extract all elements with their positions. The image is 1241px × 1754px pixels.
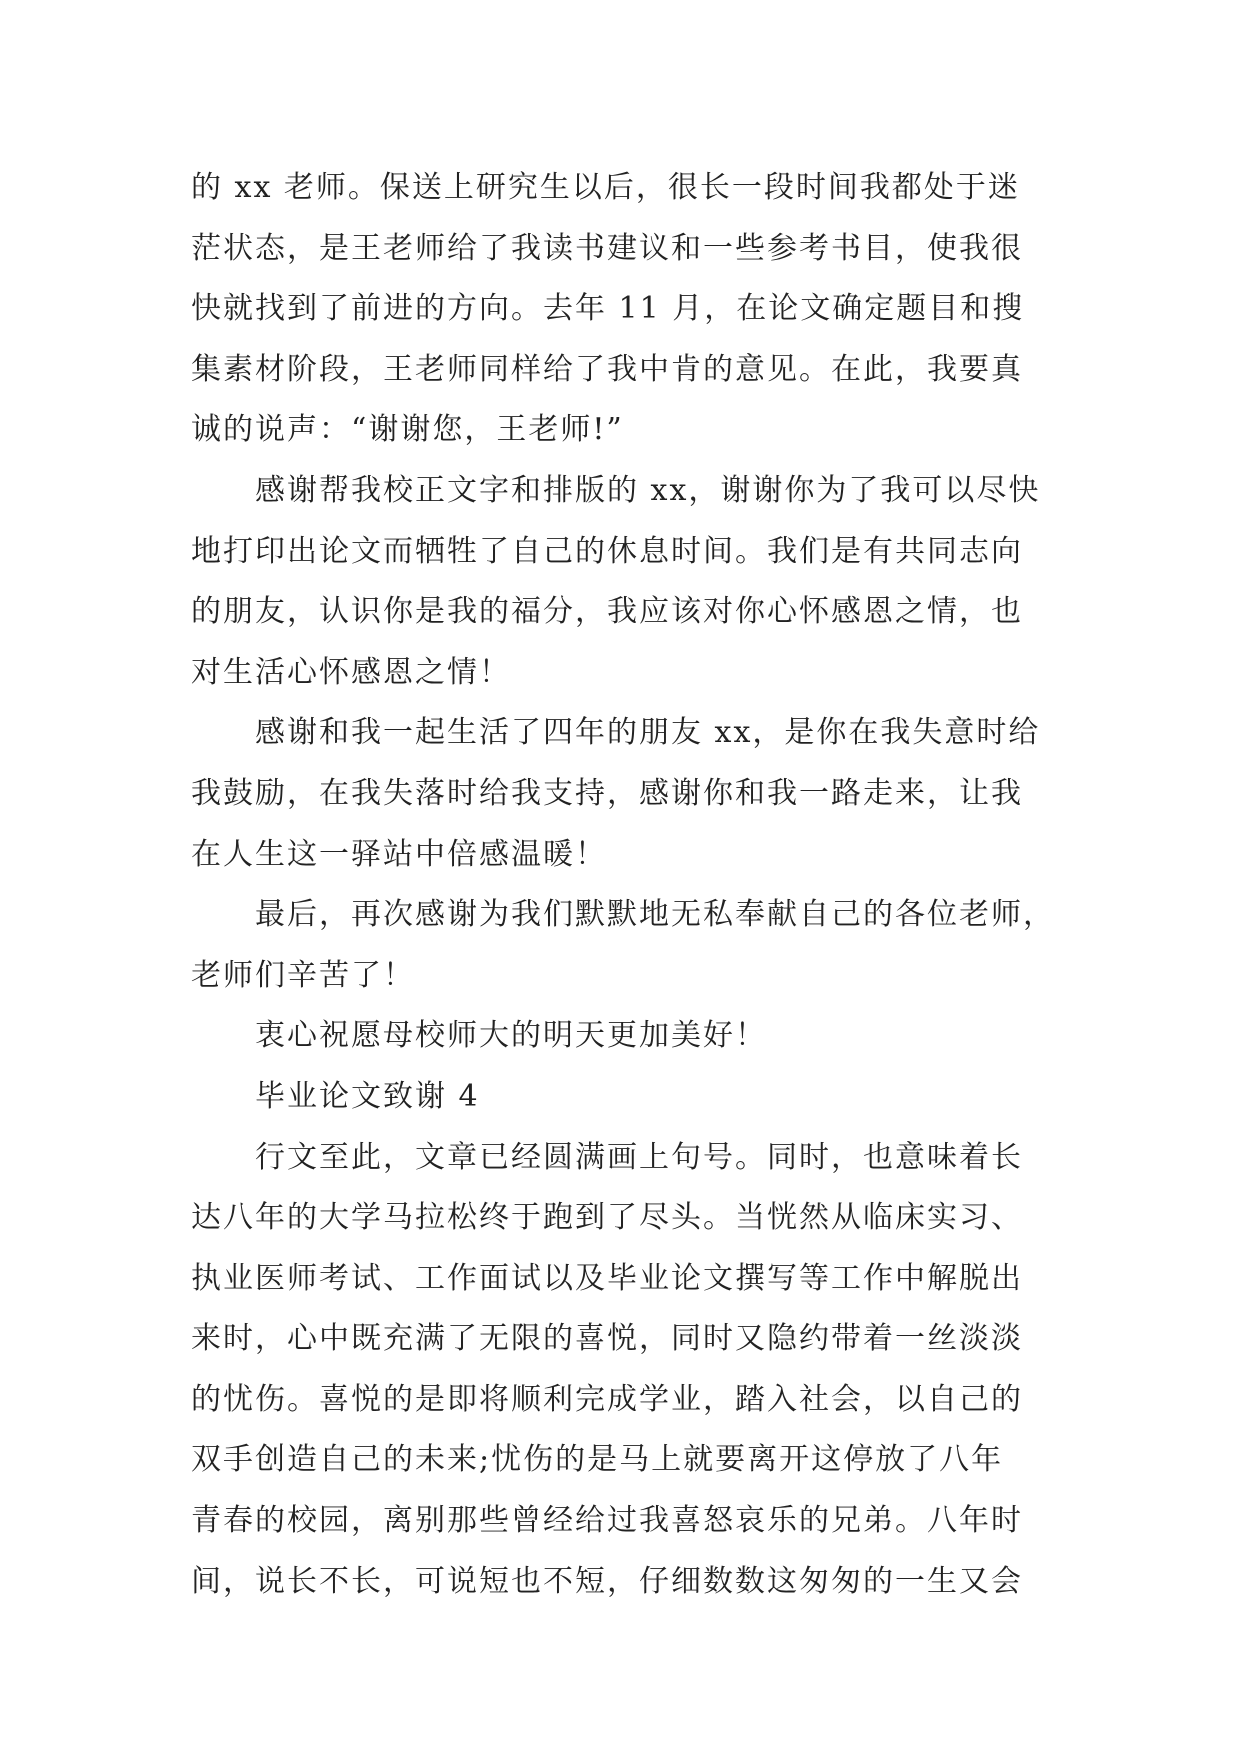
text-line: 诚的说声：“谢谢您，王老师!” [191, 412, 624, 448]
text-line: 我鼓励，在我失落时给我支持，感谢你和我一路走来，让我 [191, 775, 1023, 811]
text-line: 感谢帮我校正文字和排版的 xx，谢谢你为了我可以尽快 [255, 472, 1041, 508]
text-line: 集素材阶段，王老师同样给了我中肯的意见。在此，我要真 [191, 351, 1023, 387]
text-line: 青春的校园，离别那些曾经给过我喜怒哀乐的兄弟。八年时 [191, 1503, 1023, 1539]
text-line: 执业医师考试、工作面试以及毕业论文撰写等工作中解脱出 [191, 1260, 1023, 1296]
text-line: 双手创造自己的未来;忧伤的是马上就要离开这停放了八年 [191, 1442, 1004, 1478]
text-line: 感谢和我一起生活了四年的朋友 xx，是你在我失意时给 [255, 715, 1041, 751]
text-line: 快就找到了前进的方向。去年 11 月，在论文确定题目和搜 [191, 291, 1025, 327]
text-line: 对生活心怀感恩之情！ [191, 654, 511, 690]
text-line: 的忧伤。喜悦的是即将顺利完成学业，踏入社会，以自己的 [191, 1381, 1023, 1417]
text-line: 行文至此，文章已经圆满画上句号。同时，也意味着长 [255, 1139, 1023, 1175]
text-line: 毕业论文致谢 4 [255, 1078, 480, 1114]
text-line: 的朋友，认识你是我的福分，我应该对你心怀感恩之情，也 [191, 594, 1023, 630]
text-line: 在人生这一驿站中倍感温暖！ [191, 836, 607, 872]
document-body [191, 158, 1071, 1612]
text-line: 地打印出论文而牺牲了自己的休息时间。我们是有共同志向 [191, 533, 1023, 569]
text-line: 达八年的大学马拉松终于跑到了尽头。当恍然从临床实习、 [191, 1200, 1023, 1236]
text-line: 来时，心中既充满了无限的喜悦，同时又隐约带着一丝淡淡 [191, 1321, 1023, 1357]
text-line: 的 xx 老师。保送上研究生以后，很长一段时间我都处于迷 [191, 170, 1020, 205]
text-line: 衷心祝愿母校师大的明天更加美好！ [255, 1018, 767, 1054]
text-line: 茫状态，是王老师给了我读书建议和一些参考书目，使我很 [191, 230, 1023, 266]
text-line: 最后，再次感谢为我们默默地无私奉献自己的各位老师， [255, 897, 1055, 933]
text-line: 老师们辛苦了！ [191, 957, 415, 993]
text-line: 间，说长不长，可说短也不短，仔细数数这匆匆的一生又会 [191, 1563, 1023, 1599]
